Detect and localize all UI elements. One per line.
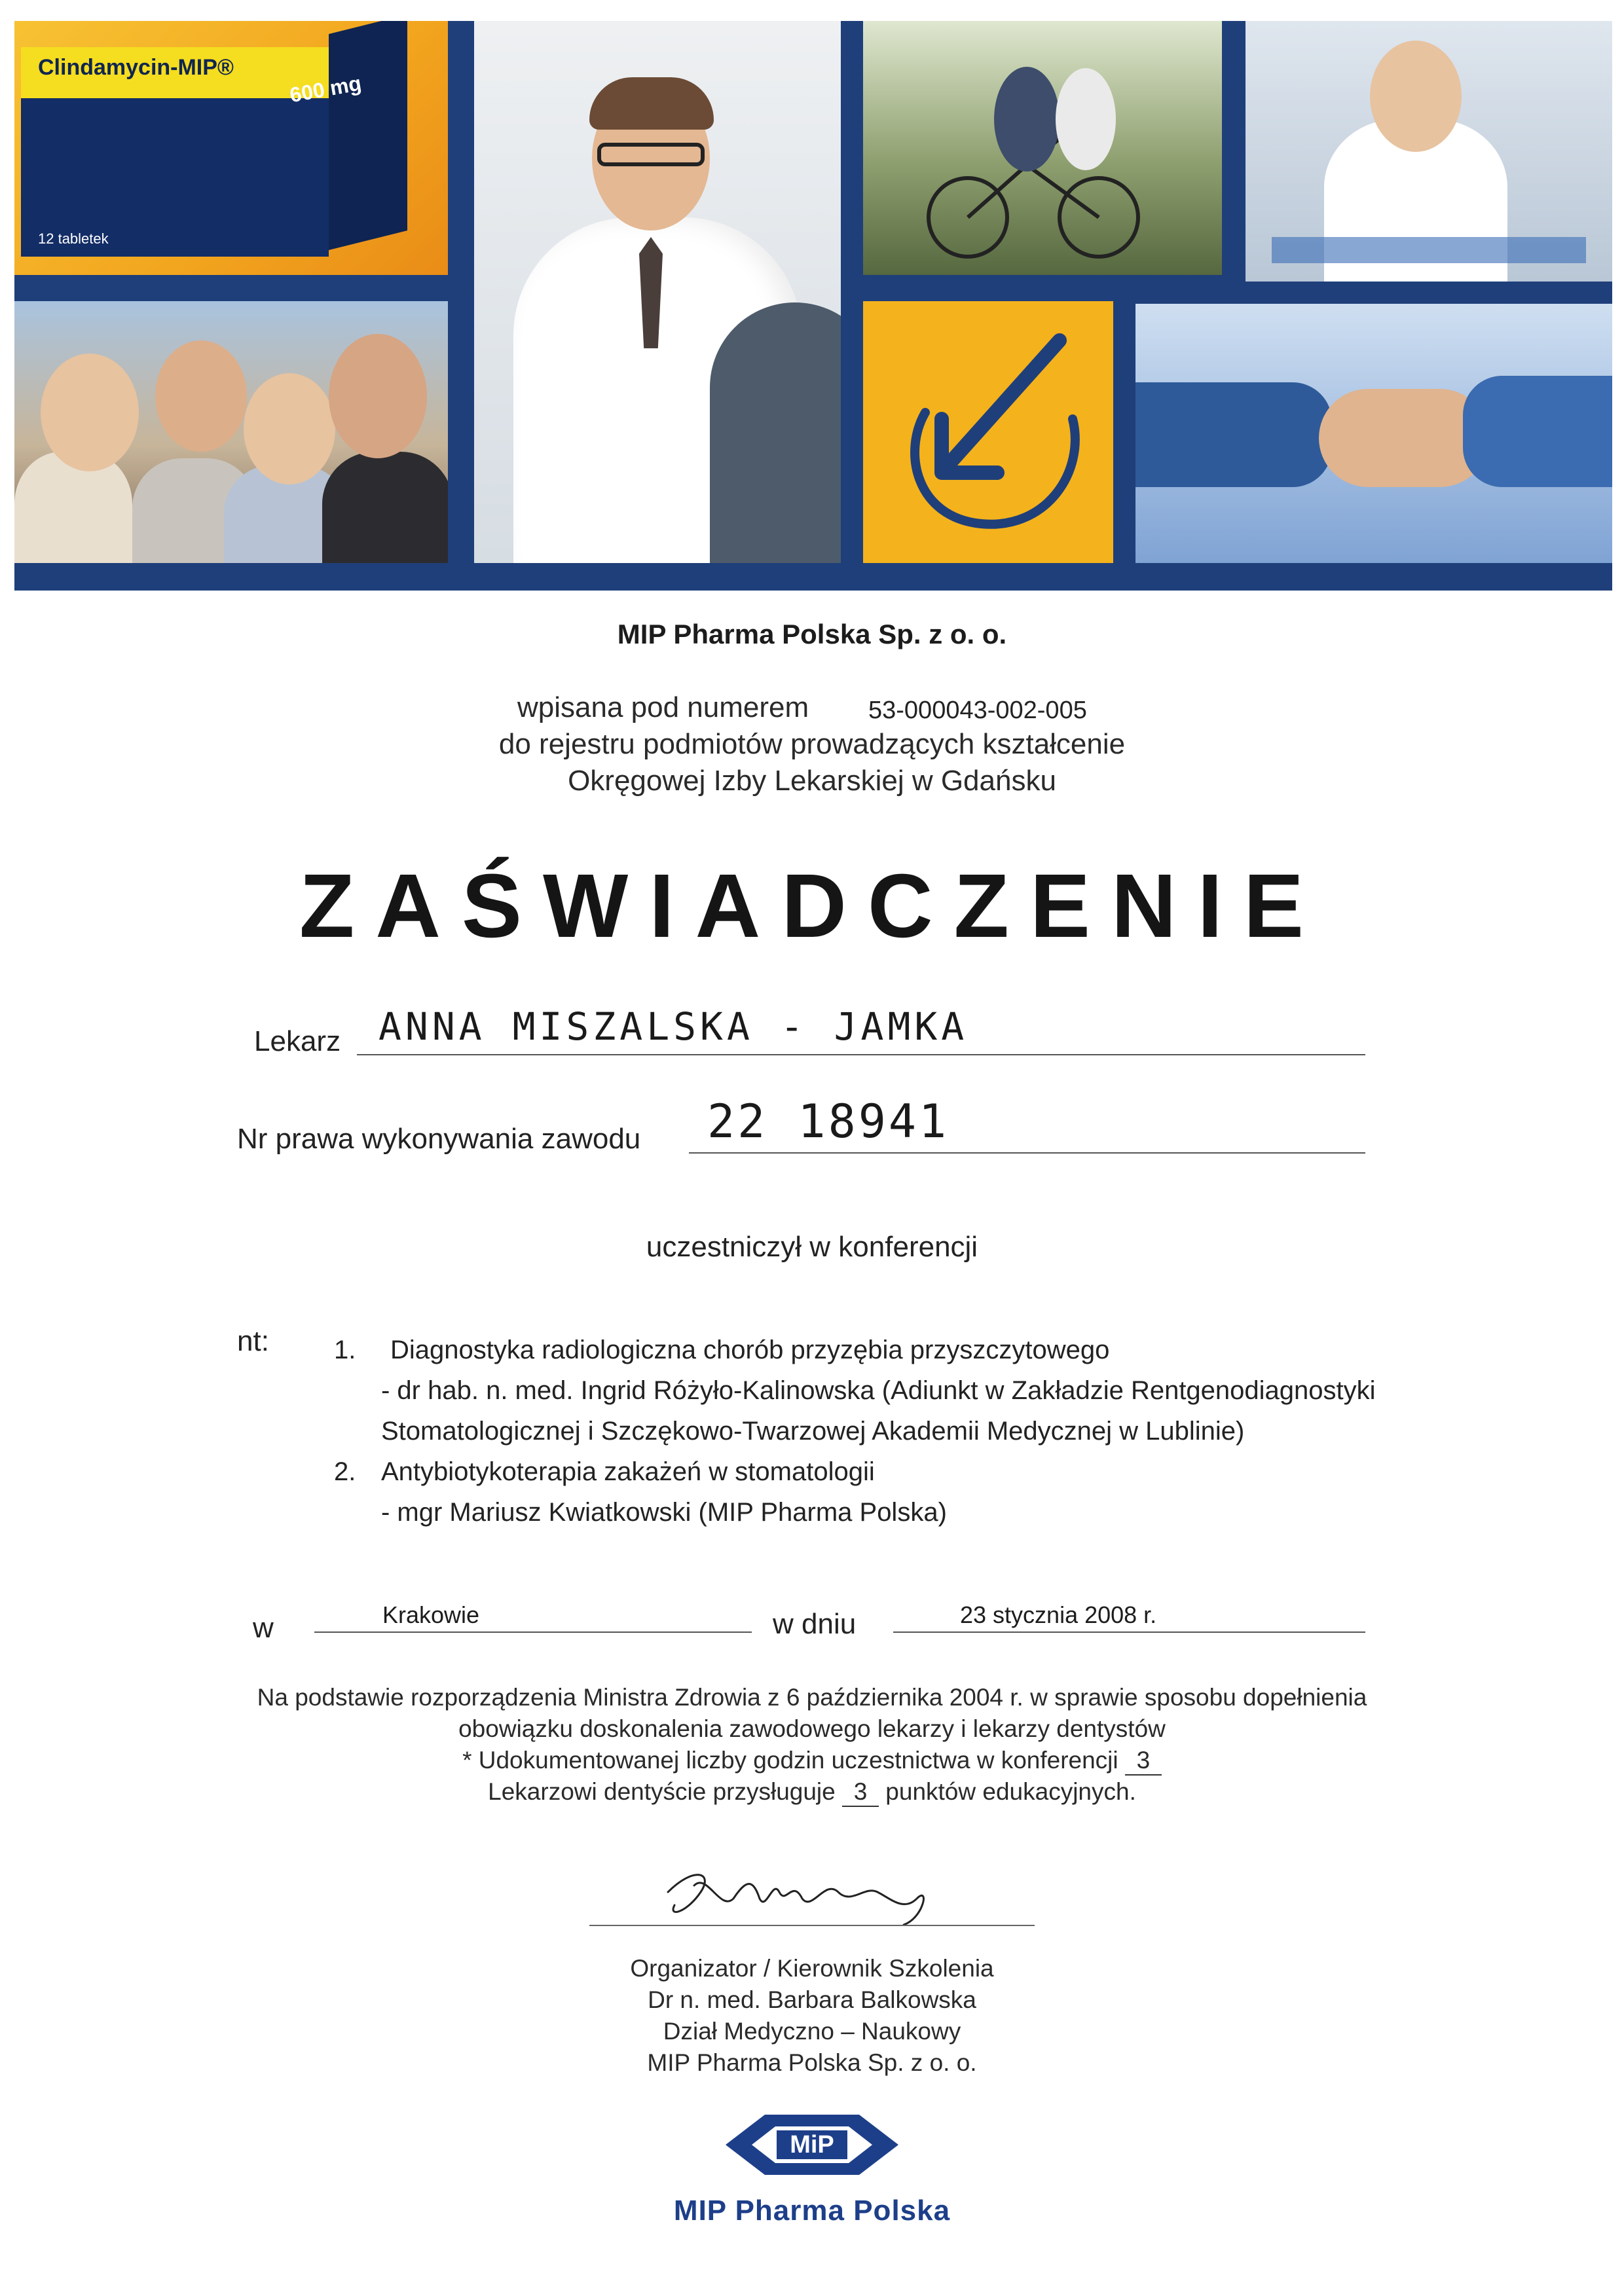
scientist-face — [1370, 41, 1462, 152]
person-shape — [322, 452, 448, 563]
handwritten-signature — [655, 1853, 943, 1931]
date-line — [893, 1631, 1365, 1633]
points-line — [0, 1778, 1624, 1807]
topic-speaker: - mgr Mariusz Kwiatkowski (MIP Pharma Polska) — [381, 1498, 947, 1527]
sleeve-right — [1463, 376, 1612, 487]
organizer-department: Dział Medyczno – Naukowy — [663, 2018, 961, 2045]
points-suffix: punktów edukacyjnych. — [885, 1778, 1136, 1805]
participation-text: uczestniczył w konferencji — [646, 1231, 978, 1263]
box-side — [329, 21, 407, 250]
brand-name: MIP Pharma Polska — [673, 2195, 951, 2227]
hours-line — [0, 1747, 1624, 1776]
legal-line-1: Na podstawie rozporządzenia Ministra Zdrowia z 6 października 2004 r. w sprawie sposobu dopełnienia — [257, 1684, 1367, 1711]
topic-number: 1. — [334, 1336, 356, 1364]
mip-logo — [726, 2115, 898, 2175]
doctor-label: Lekarz — [254, 1025, 341, 1057]
registry-line-2: Okręgowej Izby Lekarskiej w Gdańsku — [568, 765, 1056, 797]
hours-value: 3 — [1125, 1747, 1162, 1776]
date-value: 23 stycznia 2008 r. — [960, 1601, 1157, 1628]
logo-text: MiP — [790, 2131, 834, 2159]
bicycle-icon — [863, 21, 1222, 275]
patient-shape — [710, 302, 841, 563]
topic-speaker: - dr hab. n. med. Ingrid Różyło-Kalinowska (Adiunkt w Zakładzie Rentgenodiagnostyki — [381, 1376, 1376, 1405]
organizer-name: Dr n. med. Barbara Balkowska — [648, 1986, 976, 2013]
place-label: w — [253, 1612, 274, 1644]
license-number: 22 18941 — [707, 1095, 950, 1148]
product-pack: 12 tabletek — [38, 230, 109, 247]
sleeve-left — [1135, 382, 1332, 487]
person-face — [155, 340, 247, 452]
handshake-photo — [1135, 304, 1612, 563]
organizer-company: MIP Pharma Polska Sp. z o. o. — [647, 2049, 977, 2076]
product-box-photo — [14, 21, 448, 275]
topic-title: Antybiotykoterapia zakażeń w stomatologii — [381, 1457, 875, 1486]
topic-number: 2. — [334, 1457, 356, 1486]
doctor-photo — [474, 21, 841, 563]
points-value: 3 — [842, 1778, 879, 1807]
topic-title: Diagnostyka radiologiczna chorób przyzębia przyszczytowego — [390, 1336, 1110, 1364]
laboratory-photo — [1246, 21, 1612, 282]
place-value: Krakowie — [382, 1601, 480, 1628]
arrow-down-left-icon — [863, 301, 1113, 563]
arrow-badge — [863, 301, 1113, 563]
document-title: ZAŚWIADCZENIE — [299, 856, 1325, 957]
person-face — [244, 373, 335, 484]
issuer-company: MIP Pharma Polska Sp. z o. o. — [617, 619, 1007, 649]
product-name: Clindamycin-MIP® — [38, 55, 234, 80]
date-label: w dniu — [773, 1608, 857, 1640]
signature-line — [589, 1925, 1035, 1926]
points-prefix: Lekarzowi dentyście przysługuje — [488, 1778, 836, 1805]
topic-speaker-cont: Stomatologicznej i Szczękowo-Twarzowej Akademii Medycznej w Lublinie) — [381, 1417, 1245, 1446]
product-dose: 600 mg — [287, 71, 363, 107]
license-line — [689, 1152, 1365, 1154]
registration-number: 53-000043-002-005 — [868, 697, 1087, 724]
registry-line-1: do rejestru podmiotów prowadzących kształcenie — [498, 728, 1126, 760]
header-photo-collage — [14, 21, 1612, 591]
doctor-glasses — [597, 143, 705, 166]
license-label: Nr prawa wykonywania zawodu — [237, 1123, 641, 1155]
place-line — [314, 1631, 752, 1633]
doctor-name: ANNA MISZALSKA - JAMKA — [378, 1004, 969, 1049]
hours-text: * Udokumentowanej liczby godzin uczestnictwa w konferencji — [462, 1747, 1118, 1774]
organizer-role: Organizator / Kierownik Szkolenia — [630, 1955, 994, 1982]
person-face — [41, 354, 139, 471]
registration-prefix: wpisana pod numerem — [517, 691, 809, 723]
legal-line-2: obowiązku doskonalenia zawodowego lekarzy i lekarzy dentystów — [458, 1715, 1166, 1742]
doctor-hair — [589, 77, 714, 130]
doctor-name-line — [357, 1054, 1365, 1055]
sample-vials — [1272, 237, 1586, 263]
cyclists-photo — [863, 21, 1222, 275]
family-photo — [14, 301, 448, 563]
topics-label: nt: — [237, 1325, 269, 1357]
person-shape — [14, 452, 132, 563]
person-face — [329, 334, 427, 458]
